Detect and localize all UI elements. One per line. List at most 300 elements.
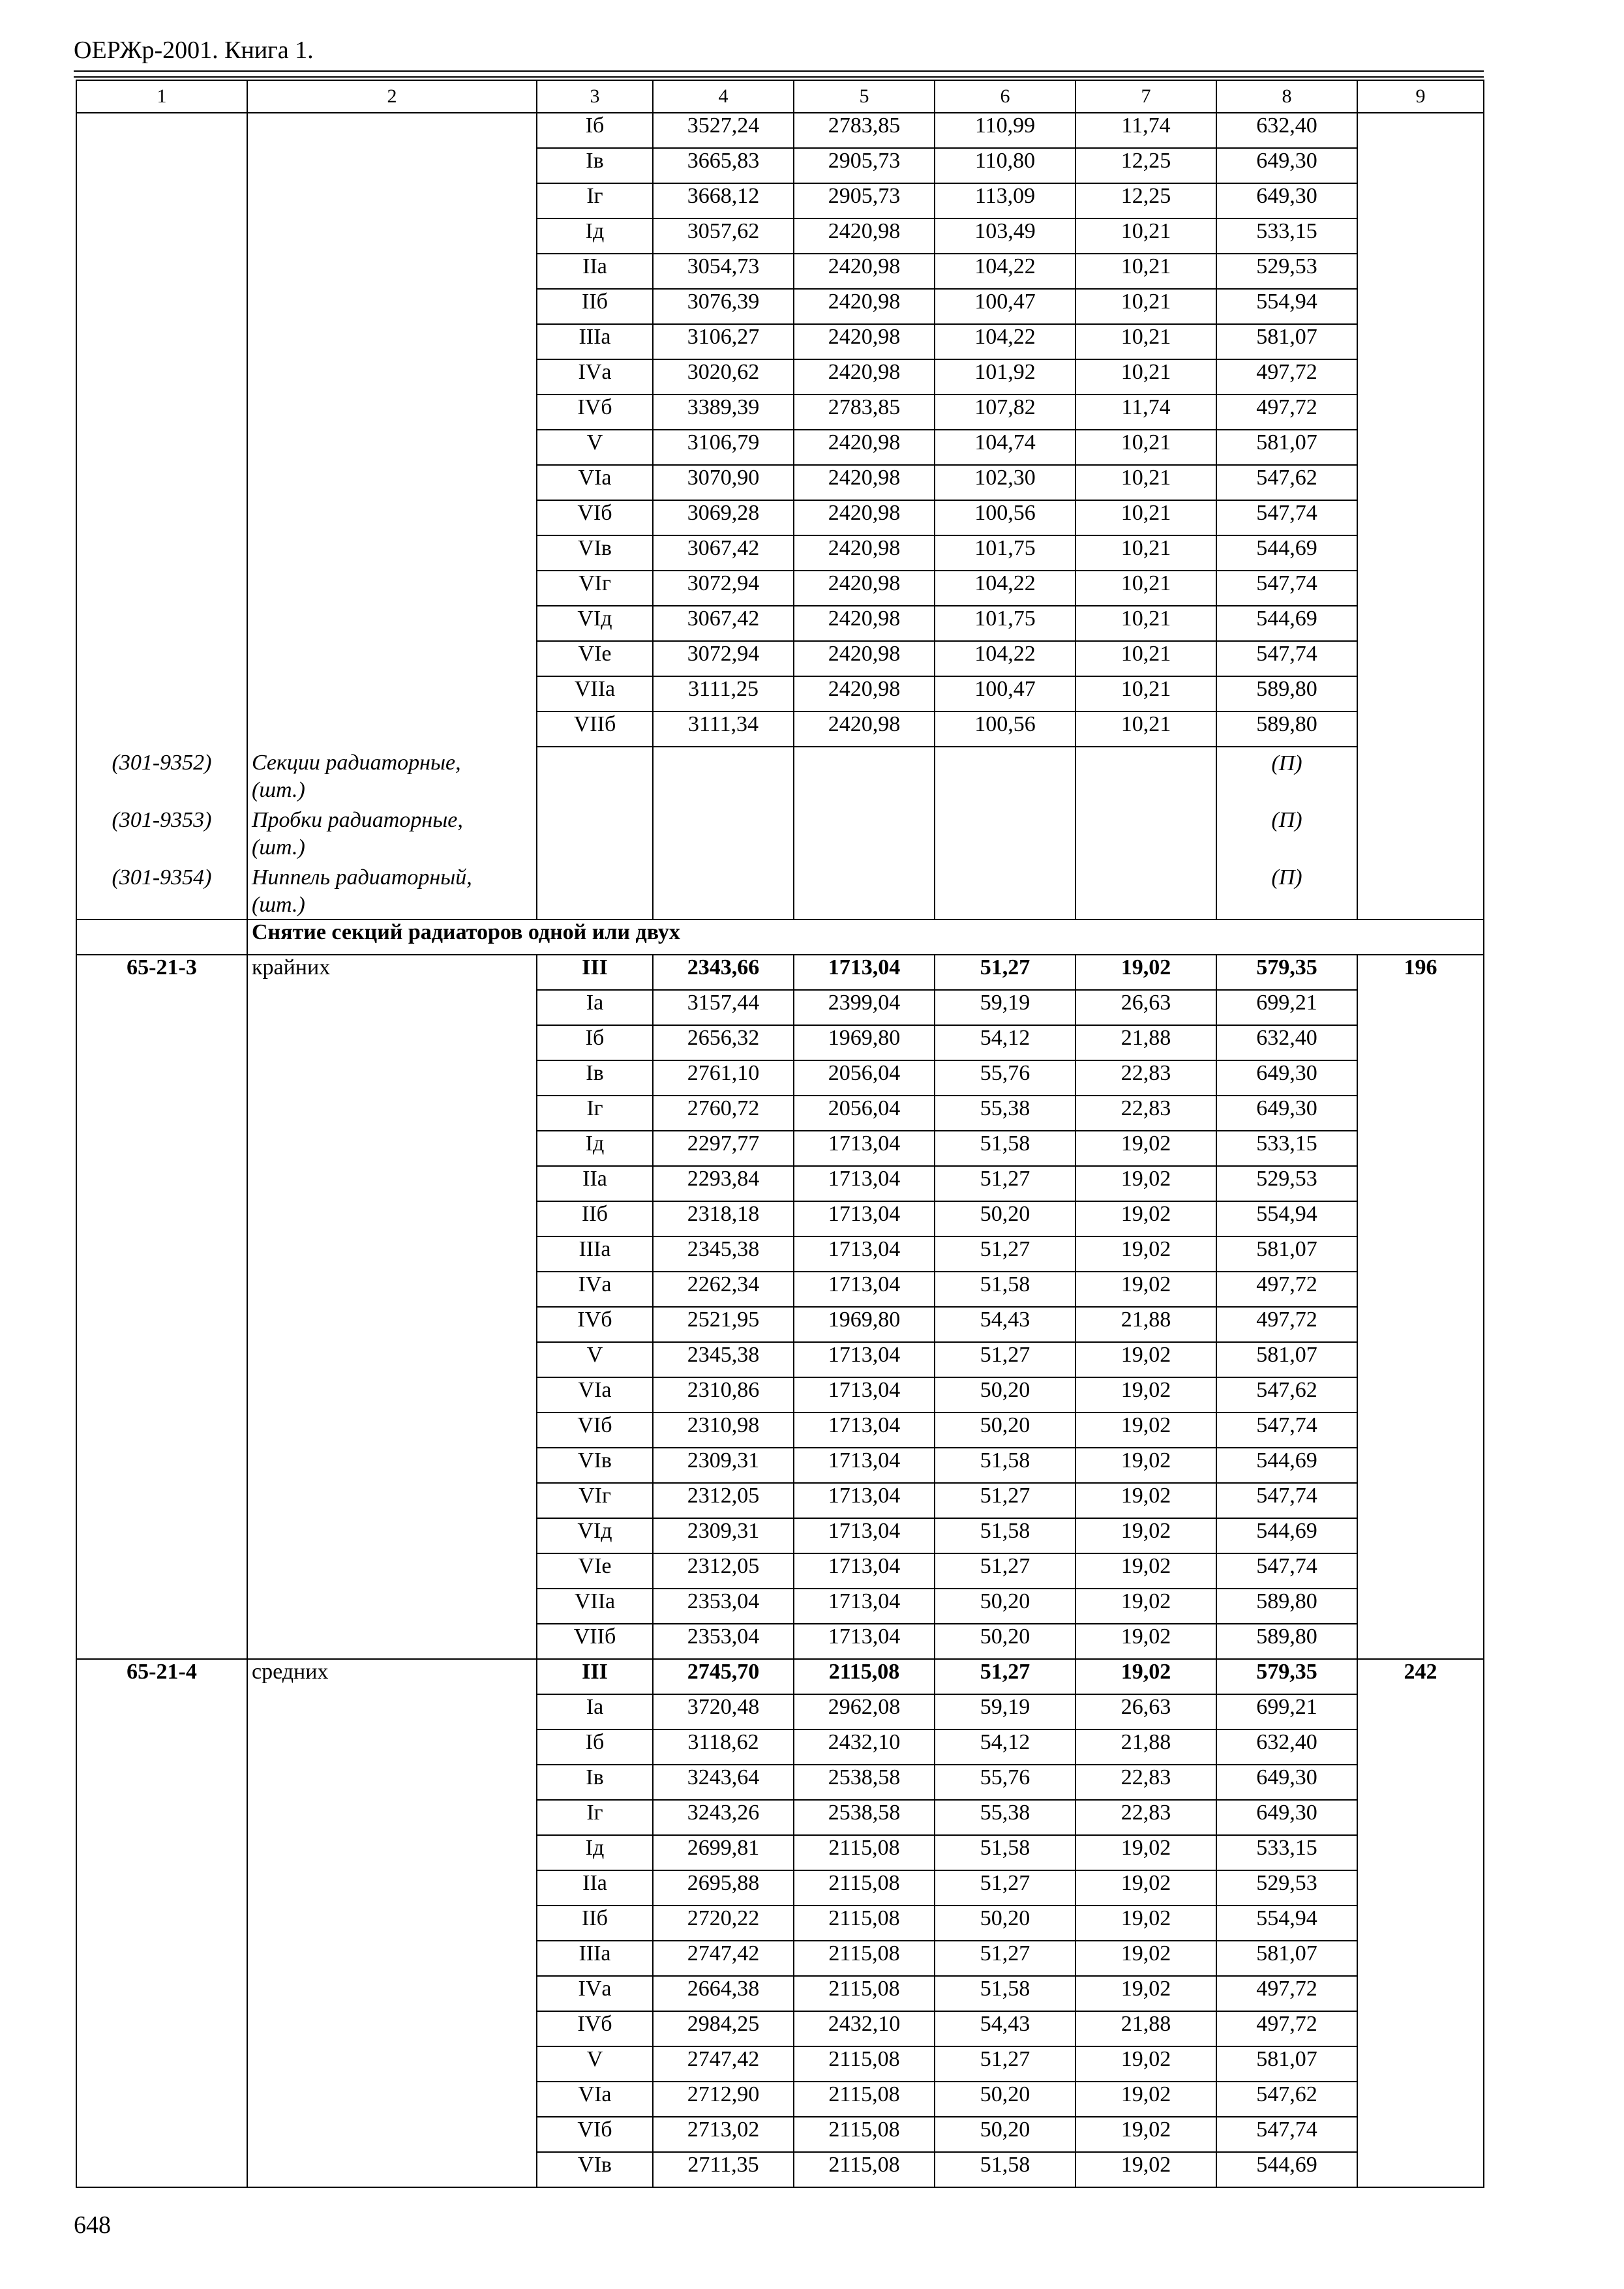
value-cell: 2420,98 (794, 606, 935, 641)
zone-cell: VIIб (537, 711, 653, 747)
value-cell: 110,99 (935, 113, 1075, 148)
value-cell: 113,09 (935, 183, 1075, 218)
value-cell: 10,21 (1075, 254, 1216, 289)
value-cell: 50,20 (935, 2082, 1075, 2117)
value-cell: 3243,64 (653, 1765, 794, 1800)
value-cell: 10,21 (1075, 324, 1216, 359)
material-mark: (П) (1216, 804, 1357, 861)
value-cell: 554,94 (1216, 1906, 1357, 1941)
zone-cell: VIе (537, 641, 653, 676)
value-cell: 21,88 (1075, 1729, 1216, 1765)
value-cell: 2905,73 (794, 183, 935, 218)
value-cell: 51,27 (935, 1553, 1075, 1589)
value-cell: 2345,38 (653, 1342, 794, 1377)
value-cell: 19,02 (1075, 955, 1216, 990)
value-cell: 19,02 (1075, 2152, 1216, 2187)
value-cell: 3076,39 (653, 289, 794, 324)
value-cell: 2664,38 (653, 1976, 794, 2011)
zone-cell: VIд (537, 606, 653, 641)
value-cell: 107,82 (935, 395, 1075, 430)
value-cell: 19,02 (1075, 1553, 1216, 1589)
zone-cell: IIIа (537, 1941, 653, 1976)
value-cell: 55,76 (935, 1765, 1075, 1800)
value-cell: 2420,98 (794, 465, 935, 500)
zone-cell: III (537, 1659, 653, 1694)
value-cell: 3720,48 (653, 1694, 794, 1729)
material-unit: (шт.) (252, 835, 305, 860)
value-cell: 533,15 (1216, 1131, 1357, 1166)
zone-cell: IIIа (537, 1236, 653, 1272)
value-cell: 104,74 (935, 430, 1075, 465)
rates-table (76, 80, 1484, 2188)
value-cell: 649,30 (1216, 1765, 1357, 1800)
zone-cell: IVб (537, 2011, 653, 2046)
value-cell: 2309,31 (653, 1448, 794, 1483)
value-cell: 2420,98 (794, 359, 935, 395)
rate-code: 65-21-4 (76, 1659, 247, 2187)
value-cell: 1713,04 (794, 1131, 935, 1166)
value-cell: 544,69 (1216, 535, 1357, 571)
zone-cell: VIIб (537, 1624, 653, 1659)
table-row (76, 955, 1484, 990)
value-cell: 51,27 (935, 1659, 1075, 1694)
zone-cell: VIв (537, 2152, 653, 2187)
value-cell: 3527,24 (653, 113, 794, 148)
value-cell: 547,62 (1216, 1377, 1357, 1413)
value-cell: 10,21 (1075, 218, 1216, 254)
value-cell: 19,02 (1075, 1976, 1216, 2011)
value-cell: 2318,18 (653, 1201, 794, 1236)
value-cell: 2695,88 (653, 1870, 794, 1906)
zone-cell: Iв (537, 1765, 653, 1800)
value-cell: 2420,98 (794, 218, 935, 254)
zone-cell: VIг (537, 571, 653, 606)
value-cell: 100,47 (935, 289, 1075, 324)
value-cell: 2115,08 (794, 1941, 935, 1976)
value-cell: 1713,04 (794, 1589, 935, 1624)
value-cell: 12,25 (1075, 148, 1216, 183)
value-cell: 19,02 (1075, 1131, 1216, 1166)
value-cell: 2420,98 (794, 641, 935, 676)
value-cell: 3111,25 (653, 676, 794, 711)
value-cell: 50,20 (935, 1377, 1075, 1413)
value-cell: 649,30 (1216, 1060, 1357, 1096)
value-cell: 632,40 (1216, 113, 1357, 148)
value-cell: 19,02 (1075, 1835, 1216, 1870)
value-cell: 19,02 (1075, 1589, 1216, 1624)
value-cell: 22,83 (1075, 1096, 1216, 1131)
value-cell: 3020,62 (653, 359, 794, 395)
value-cell: 2760,72 (653, 1096, 794, 1131)
value-cell: 547,74 (1216, 1413, 1357, 1448)
value-cell: 2312,05 (653, 1553, 794, 1589)
value-cell: 533,15 (1216, 218, 1357, 254)
value-cell: 1713,04 (794, 1553, 935, 1589)
value-cell: 579,35 (1216, 1659, 1357, 1694)
zone-cell: VIб (537, 500, 653, 535)
value-cell: 2115,08 (794, 2152, 935, 2187)
top-block (76, 113, 1484, 747)
value-cell: 699,21 (1216, 1694, 1357, 1729)
material-name-line: Ниппель радиаторный, (252, 865, 472, 890)
value-cell: 497,72 (1216, 1272, 1357, 1307)
value-cell: 3067,42 (653, 535, 794, 571)
value-cell: 104,22 (935, 571, 1075, 606)
zone-cell: VIв (537, 1448, 653, 1483)
value-cell: 50,20 (935, 1201, 1075, 1236)
zone-cell: IVа (537, 359, 653, 395)
section-row (76, 920, 1484, 955)
table-row (76, 1659, 1484, 1694)
value-cell: 1713,04 (794, 1272, 935, 1307)
material-mark: (П) (1216, 861, 1357, 920)
value-cell: 2056,04 (794, 1060, 935, 1096)
value-cell: 2420,98 (794, 571, 935, 606)
value-cell: 547,74 (1216, 2117, 1357, 2152)
value-cell: 581,07 (1216, 2046, 1357, 2082)
value-cell: 3243,26 (653, 1800, 794, 1835)
value-cell: 2056,04 (794, 1096, 935, 1131)
value-cell: 100,56 (935, 500, 1075, 535)
value-cell: 11,74 (1075, 113, 1216, 148)
value-cell: 2297,77 (653, 1131, 794, 1166)
value-cell: 21,88 (1075, 1307, 1216, 1342)
value-cell: 55,38 (935, 1096, 1075, 1131)
zone-cell: VIб (537, 1413, 653, 1448)
value-cell: 19,02 (1075, 1377, 1216, 1413)
value-cell: 51,58 (935, 1518, 1075, 1553)
value-cell: 1969,80 (794, 1307, 935, 1342)
value-cell: 2962,08 (794, 1694, 935, 1729)
zone-cell: VIд (537, 1518, 653, 1553)
zone-cell: Iг (537, 1096, 653, 1131)
value-cell: 3118,62 (653, 1729, 794, 1765)
block-65-21-4 (76, 1659, 1484, 2187)
value-cell: 581,07 (1216, 1941, 1357, 1976)
value-cell: 19,02 (1075, 1201, 1216, 1236)
rate-name: средних (247, 1659, 537, 2187)
value-cell: 3389,39 (653, 395, 794, 430)
value-cell: 3157,44 (653, 990, 794, 1025)
value-cell: 533,15 (1216, 1835, 1357, 1870)
zone-cell: VIб (537, 2117, 653, 2152)
value-cell: 10,21 (1075, 711, 1216, 747)
value-cell: 2747,42 (653, 2046, 794, 2082)
value-cell: 55,38 (935, 1800, 1075, 1835)
zone-cell: V (537, 430, 653, 465)
value-cell: 2521,95 (653, 1307, 794, 1342)
value-cell: 2115,08 (794, 2082, 935, 2117)
value-cell: 2420,98 (794, 430, 935, 465)
value-cell: 100,56 (935, 711, 1075, 747)
value-cell: 51,58 (935, 1835, 1075, 1870)
value-cell: 2115,08 (794, 2117, 935, 2152)
zone-cell: Iд (537, 1835, 653, 1870)
value-cell: 103,49 (935, 218, 1075, 254)
value-cell: 51,27 (935, 1870, 1075, 1906)
value-cell: 2432,10 (794, 2011, 935, 2046)
value-cell: 2783,85 (794, 395, 935, 430)
value-cell: 19,02 (1075, 1906, 1216, 1941)
zone-cell: IVб (537, 395, 653, 430)
value-cell: 544,69 (1216, 1518, 1357, 1553)
zone-cell: Iв (537, 1060, 653, 1096)
value-cell: 10,21 (1075, 606, 1216, 641)
section-title: Снятие секций радиаторов одной или двух (247, 920, 1484, 955)
zone-cell: Iг (537, 1800, 653, 1835)
zone-cell: IIа (537, 1870, 653, 1906)
value-cell: 2262,34 (653, 1272, 794, 1307)
value-cell: 51,58 (935, 1976, 1075, 2011)
value-cell: 2747,42 (653, 1941, 794, 1976)
zone-cell: Iа (537, 1694, 653, 1729)
value-cell: 2115,08 (794, 1906, 935, 1941)
value-cell: 104,22 (935, 641, 1075, 676)
column-number-row (76, 80, 1484, 113)
zone-cell: IVа (537, 1976, 653, 2011)
material-row (76, 747, 1484, 804)
value-cell: 649,30 (1216, 1800, 1357, 1835)
value-cell: 22,83 (1075, 1800, 1216, 1835)
zone-cell: Iа (537, 990, 653, 1025)
value-cell: 2761,10 (653, 1060, 794, 1096)
value-cell: 3668,12 (653, 183, 794, 218)
column-number: 7 (1075, 80, 1216, 113)
value-cell: 1713,04 (794, 1413, 935, 1448)
value-cell: 2656,32 (653, 1025, 794, 1060)
zone-cell: VIа (537, 465, 653, 500)
value-cell: 2310,86 (653, 1377, 794, 1413)
value-cell: 1713,04 (794, 1624, 935, 1659)
value-cell: 2312,05 (653, 1483, 794, 1518)
value-cell: 497,72 (1216, 359, 1357, 395)
zone-cell: VIе (537, 1553, 653, 1589)
zone-cell: Iг (537, 183, 653, 218)
page-number: 648 (74, 2211, 111, 2239)
value-cell: 1713,04 (794, 1236, 935, 1272)
value-cell: 1713,04 (794, 1518, 935, 1553)
material-row (76, 804, 1484, 861)
value-cell: 544,69 (1216, 2152, 1357, 2187)
zone-cell: IVа (537, 1272, 653, 1307)
value-cell: 1713,04 (794, 1483, 935, 1518)
zone-cell: Iд (537, 1131, 653, 1166)
value-cell: 581,07 (1216, 430, 1357, 465)
table-row (76, 113, 1484, 148)
value-cell: 581,07 (1216, 1236, 1357, 1272)
value-cell: 21,88 (1075, 1025, 1216, 1060)
section-block (76, 920, 1484, 955)
zone-cell: IIа (537, 1166, 653, 1201)
value-cell: 1969,80 (794, 1025, 935, 1060)
value-cell: 2720,22 (653, 1906, 794, 1941)
value-cell: 589,80 (1216, 711, 1357, 747)
value-cell: 589,80 (1216, 1589, 1357, 1624)
material-code: (301-9354) (76, 861, 247, 920)
value-cell: 54,12 (935, 1025, 1075, 1060)
header-rule (74, 70, 1484, 78)
value-cell: 2420,98 (794, 254, 935, 289)
value-cell: 649,30 (1216, 148, 1357, 183)
value-cell: 19,02 (1075, 1518, 1216, 1553)
zone-cell: VIв (537, 535, 653, 571)
value-cell: 51,27 (935, 1342, 1075, 1377)
value-cell: 2115,08 (794, 1870, 935, 1906)
value-cell: 529,53 (1216, 254, 1357, 289)
value-cell: 2353,04 (653, 1589, 794, 1624)
material-row (76, 861, 1484, 920)
value-cell: 50,20 (935, 1624, 1075, 1659)
value-cell: 1713,04 (794, 955, 935, 990)
zone-cell: IVб (537, 1307, 653, 1342)
value-cell: 10,21 (1075, 430, 1216, 465)
value-cell: 51,58 (935, 2152, 1075, 2187)
value-cell: 544,69 (1216, 1448, 1357, 1483)
value-cell: 547,74 (1216, 1553, 1357, 1589)
column-number: 4 (653, 80, 794, 113)
value-cell: 19,02 (1075, 1870, 1216, 1906)
value-cell: 101,92 (935, 359, 1075, 395)
value-cell: 581,07 (1216, 324, 1357, 359)
zone-cell: V (537, 1342, 653, 1377)
value-cell: 529,53 (1216, 1166, 1357, 1201)
rate-name: крайних (247, 955, 537, 1659)
value-cell: 59,19 (935, 1694, 1075, 1729)
value-cell: 1713,04 (794, 1448, 935, 1483)
value-cell: 3072,94 (653, 571, 794, 606)
column-number: 3 (537, 80, 653, 113)
material-name-line: Секции радиаторные, (252, 751, 461, 775)
value-cell: 10,21 (1075, 676, 1216, 711)
value-cell: 51,27 (935, 1236, 1075, 1272)
material-name (247, 804, 537, 861)
value-cell: 589,80 (1216, 1624, 1357, 1659)
value-cell: 547,62 (1216, 2082, 1357, 2117)
value-cell: 3106,27 (653, 324, 794, 359)
hours-cell: 196 (1357, 955, 1484, 1659)
value-cell: 51,58 (935, 1272, 1075, 1307)
column-number: 8 (1216, 80, 1357, 113)
value-cell: 19,02 (1075, 1413, 1216, 1448)
column-number: 2 (247, 80, 537, 113)
value-cell: 55,76 (935, 1060, 1075, 1096)
value-cell: 2420,98 (794, 711, 935, 747)
value-cell: 2538,58 (794, 1800, 935, 1835)
value-cell: 1713,04 (794, 1201, 935, 1236)
value-cell: 26,63 (1075, 990, 1216, 1025)
value-cell: 50,20 (935, 1589, 1075, 1624)
value-cell: 2712,90 (653, 2082, 794, 2117)
value-cell: 10,21 (1075, 535, 1216, 571)
value-cell: 19,02 (1075, 1236, 1216, 1272)
value-cell: 497,72 (1216, 2011, 1357, 2046)
value-cell: 19,02 (1075, 1941, 1216, 1976)
value-cell: 1713,04 (794, 1377, 935, 1413)
value-cell: 19,02 (1075, 2046, 1216, 2082)
zone-cell: IIб (537, 1201, 653, 1236)
value-cell: 3665,83 (653, 148, 794, 183)
value-cell: 3067,42 (653, 606, 794, 641)
value-cell: 2538,58 (794, 1765, 935, 1800)
hours-cell: 242 (1357, 1659, 1484, 2187)
material-name-line: Пробки радиаторные, (252, 808, 463, 832)
value-cell: 579,35 (1216, 955, 1357, 990)
value-cell: 2420,98 (794, 324, 935, 359)
value-cell: 2713,02 (653, 2117, 794, 2152)
value-cell: 22,83 (1075, 1060, 1216, 1096)
value-cell: 2293,84 (653, 1166, 794, 1201)
value-cell: 19,02 (1075, 2117, 1216, 2152)
value-cell: 529,53 (1216, 1870, 1357, 1906)
value-cell: 2783,85 (794, 113, 935, 148)
value-cell: 649,30 (1216, 183, 1357, 218)
material-code: (301-9353) (76, 804, 247, 861)
value-cell: 19,02 (1075, 1483, 1216, 1518)
value-cell: 54,43 (935, 1307, 1075, 1342)
value-cell: 100,47 (935, 676, 1075, 711)
value-cell: 51,58 (935, 1448, 1075, 1483)
value-cell: 699,21 (1216, 990, 1357, 1025)
value-cell: 51,27 (935, 1166, 1075, 1201)
value-cell: 497,72 (1216, 1976, 1357, 2011)
value-cell: 2984,25 (653, 2011, 794, 2046)
value-cell: 2115,08 (794, 1976, 935, 2011)
zone-cell: VIа (537, 2082, 653, 2117)
value-cell: 547,74 (1216, 1483, 1357, 1518)
zone-cell: IIб (537, 1906, 653, 1941)
zone-cell: VIа (537, 1377, 653, 1413)
material-unit: (шт.) (252, 893, 305, 917)
materials-block (76, 747, 1484, 920)
value-cell: 51,27 (935, 1483, 1075, 1518)
zone-cell: VIIа (537, 676, 653, 711)
value-cell: 544,69 (1216, 606, 1357, 641)
value-cell: 101,75 (935, 535, 1075, 571)
value-cell: 2399,04 (794, 990, 935, 1025)
value-cell: 10,21 (1075, 571, 1216, 606)
value-cell: 21,88 (1075, 2011, 1216, 2046)
value-cell: 104,22 (935, 254, 1075, 289)
value-cell: 554,94 (1216, 1201, 1357, 1236)
value-cell: 51,27 (935, 1941, 1075, 1976)
value-cell: 2745,70 (653, 1659, 794, 1694)
value-cell: 10,21 (1075, 465, 1216, 500)
value-cell: 2420,98 (794, 535, 935, 571)
value-cell: 11,74 (1075, 395, 1216, 430)
zone-cell: Iб (537, 113, 653, 148)
value-cell: 59,19 (935, 990, 1075, 1025)
value-cell: 104,22 (935, 324, 1075, 359)
zone-cell: VIIа (537, 1589, 653, 1624)
value-cell: 2420,98 (794, 500, 935, 535)
zone-cell: VIг (537, 1483, 653, 1518)
running-header: ОЕРЖр-2001. Книга 1. (74, 37, 314, 64)
value-cell: 3106,79 (653, 430, 794, 465)
value-cell: 101,75 (935, 606, 1075, 641)
block-65-21-3 (76, 955, 1484, 1659)
value-cell: 547,74 (1216, 500, 1357, 535)
value-cell: 2711,35 (653, 2152, 794, 2187)
value-cell: 497,72 (1216, 1307, 1357, 1342)
value-cell: 50,20 (935, 1413, 1075, 1448)
value-cell: 3072,94 (653, 641, 794, 676)
value-cell: 547,74 (1216, 571, 1357, 606)
column-number: 1 (76, 80, 247, 113)
value-cell: 2420,98 (794, 289, 935, 324)
zone-cell: Iб (537, 1025, 653, 1060)
value-cell: 2115,08 (794, 1835, 935, 1870)
value-cell: 10,21 (1075, 641, 1216, 676)
